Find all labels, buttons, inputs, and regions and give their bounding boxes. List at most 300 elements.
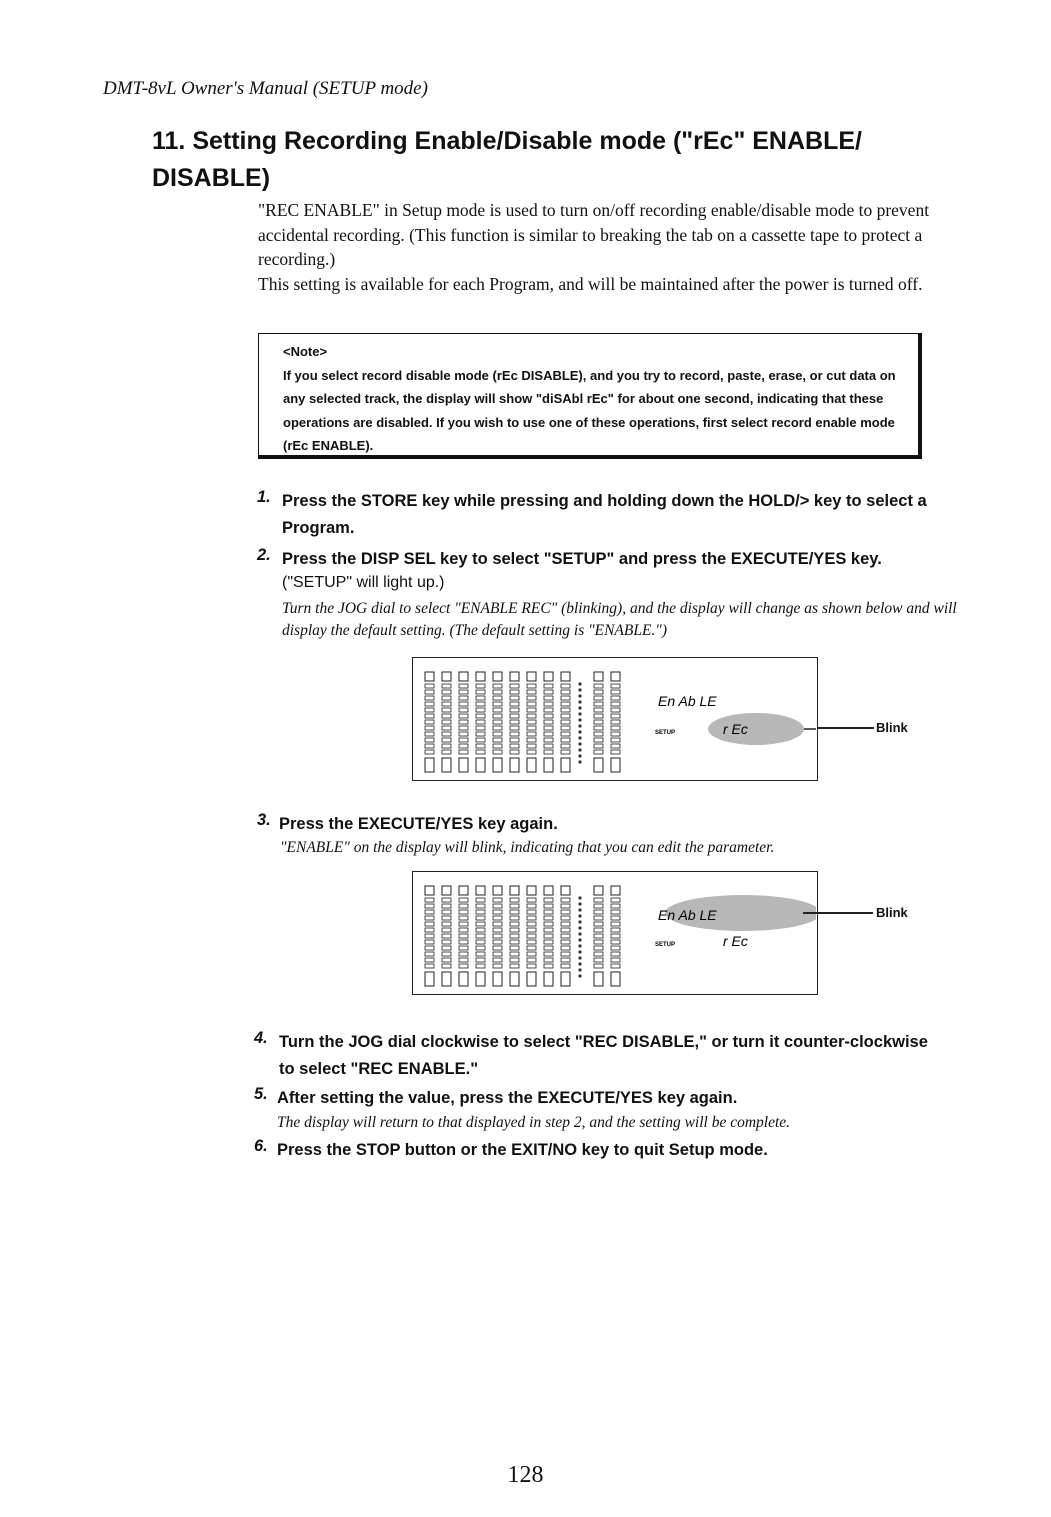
meter-segment xyxy=(493,738,502,742)
meter-cap xyxy=(594,672,603,681)
meter-segment xyxy=(527,750,536,754)
meter-segment xyxy=(527,738,536,742)
meter-segment xyxy=(493,708,502,712)
meter-segment xyxy=(459,958,468,962)
step-1 xyxy=(257,488,962,544)
meter-segment xyxy=(544,744,553,748)
meter-segment xyxy=(425,916,434,920)
meter-segment xyxy=(561,946,570,950)
meter-segment xyxy=(561,952,570,956)
meter-segment xyxy=(459,952,468,956)
meter-segment xyxy=(527,958,536,962)
meter-segment xyxy=(476,708,485,712)
lcd-line1: En Ab LE xyxy=(658,693,717,709)
meter-segment xyxy=(561,738,570,742)
meter-segment xyxy=(476,916,485,920)
step-text: Turn the JOG dial clockwise to select "REC DISABLE," or turn it counter-clockwise to select "REC ENABLE." xyxy=(279,1033,928,1078)
meter-segment xyxy=(594,964,603,968)
meter-base xyxy=(594,972,603,986)
meter-segment xyxy=(561,690,570,694)
lcd-display-2 xyxy=(412,871,818,995)
meter-segment xyxy=(544,738,553,742)
meter-segment xyxy=(594,898,603,902)
meter-segment xyxy=(561,910,570,914)
meter-segment xyxy=(442,958,451,962)
meter-segment xyxy=(611,940,620,944)
meter-segment xyxy=(611,720,620,724)
blink-leader-2 xyxy=(803,912,873,914)
meter-segment xyxy=(544,690,553,694)
meter-base xyxy=(459,972,468,986)
meter-cap xyxy=(442,672,451,681)
meter-segment xyxy=(510,738,519,742)
meter-scale-dot xyxy=(578,944,581,947)
meter-segment xyxy=(561,922,570,926)
meter-segment xyxy=(611,922,620,926)
meter-segment xyxy=(459,910,468,914)
lcd-diagram-2 xyxy=(413,872,816,993)
meter-segment xyxy=(493,744,502,748)
meter-segment xyxy=(510,940,519,944)
meter-segment xyxy=(561,916,570,920)
meter-scale-dot xyxy=(578,688,581,691)
meter-segment xyxy=(476,684,485,688)
meter-scale-dot xyxy=(578,700,581,703)
meter-segment xyxy=(442,732,451,736)
step-2 xyxy=(257,546,962,574)
meter-segment xyxy=(425,946,434,950)
meter-segment xyxy=(510,946,519,950)
meter-segment xyxy=(510,916,519,920)
meter-segment xyxy=(510,708,519,712)
meter-cap xyxy=(611,672,620,681)
meter-segment xyxy=(611,916,620,920)
meter-segment xyxy=(476,738,485,742)
meter-segment xyxy=(527,946,536,950)
meter-segment xyxy=(493,696,502,700)
meter-segment xyxy=(425,940,434,944)
step-text: Press the EXECUTE/YES key again. xyxy=(279,815,558,833)
meter-segment xyxy=(611,708,620,712)
meter-segment xyxy=(594,738,603,742)
lcd-line2: r Ec xyxy=(723,721,748,737)
meter-segment xyxy=(611,750,620,754)
meter-segment xyxy=(476,958,485,962)
meter-segment xyxy=(425,708,434,712)
meter-segment xyxy=(459,708,468,712)
meter-segment xyxy=(527,898,536,902)
meter-segment xyxy=(476,934,485,938)
meter-scale-dot xyxy=(578,956,581,959)
meter-segment xyxy=(594,726,603,730)
meter-segment xyxy=(561,726,570,730)
meter-scale-dot xyxy=(578,748,581,751)
meter-base xyxy=(442,758,451,772)
meter-segment xyxy=(561,732,570,736)
lcd-mode: SETUP xyxy=(655,730,676,736)
meter-segment xyxy=(459,904,468,908)
meter-cap xyxy=(476,672,485,681)
step-4 xyxy=(254,1029,959,1085)
meter-segment xyxy=(611,702,620,706)
meter-segment xyxy=(544,964,553,968)
meter-segment xyxy=(527,690,536,694)
meter-base xyxy=(561,758,570,772)
meter-segment xyxy=(561,720,570,724)
meter-segment xyxy=(476,928,485,932)
meter-segment xyxy=(594,708,603,712)
meter-base xyxy=(594,758,603,772)
meter-segment xyxy=(527,720,536,724)
meter-segment xyxy=(594,946,603,950)
meter-scale-dot xyxy=(578,896,581,899)
meter-scale-dot xyxy=(578,950,581,953)
meter-segment xyxy=(561,940,570,944)
step-number: 5. xyxy=(254,1085,268,1103)
meter-segment xyxy=(611,898,620,902)
meter-segment xyxy=(459,714,468,718)
meter-segment xyxy=(493,916,502,920)
meter-base xyxy=(442,972,451,986)
meter-segment xyxy=(510,964,519,968)
meter-segment xyxy=(459,720,468,724)
intro-text xyxy=(258,198,963,296)
meter-segment xyxy=(459,702,468,706)
meter-segment xyxy=(476,922,485,926)
meter-segment xyxy=(594,958,603,962)
blink-label-2: Blink xyxy=(876,905,908,920)
blink-label-1: Blink xyxy=(876,720,908,735)
meter-segment xyxy=(527,910,536,914)
meter-segment xyxy=(476,904,485,908)
meter-scale-dot xyxy=(578,914,581,917)
meter-segment xyxy=(459,738,468,742)
meter-segment xyxy=(459,964,468,968)
meter-segment xyxy=(611,690,620,694)
meter-segment xyxy=(527,922,536,926)
meter-segment xyxy=(594,904,603,908)
section-title: 11. Setting Recording Enable/Disable mode ("rEc" ENABLE/ DISABLE) xyxy=(152,127,862,192)
meter-base xyxy=(611,758,620,772)
meter-scale-dot xyxy=(578,760,581,763)
meter-scale-dot xyxy=(578,742,581,745)
step-text: Press the STORE key while pressing and holding down the HOLD/> key to select a Program. xyxy=(282,492,927,537)
meter-segment xyxy=(425,898,434,902)
meter-segment xyxy=(544,732,553,736)
meter-segment xyxy=(510,952,519,956)
step-5-detail: The display will return to that displayed in step 2, and the setting will be complete. xyxy=(277,1114,791,1131)
meter-segment xyxy=(544,898,553,902)
step-number: 4. xyxy=(254,1029,268,1047)
meter-segment xyxy=(527,744,536,748)
meter-cap xyxy=(476,886,485,895)
meter-segment xyxy=(459,732,468,736)
meter-segment xyxy=(611,910,620,914)
meter-segment xyxy=(594,916,603,920)
meter-segment xyxy=(594,684,603,688)
meter-segment xyxy=(425,964,434,968)
meter-segment xyxy=(442,714,451,718)
step-3-detail: "ENABLE" on the display will blink, indicating that you can edit the parameter. xyxy=(280,839,775,856)
meter-segment xyxy=(425,928,434,932)
meter-segment xyxy=(561,904,570,908)
meter-segment xyxy=(527,934,536,938)
meter-segment xyxy=(544,958,553,962)
meter-segment xyxy=(425,958,434,962)
meter-segment xyxy=(611,946,620,950)
meter-segment xyxy=(510,726,519,730)
note-title: <Note> xyxy=(283,344,328,359)
meter-segment xyxy=(493,934,502,938)
meter-segment xyxy=(527,714,536,718)
meter-segment xyxy=(425,702,434,706)
meter-segment xyxy=(493,684,502,688)
meter-segment xyxy=(459,916,468,920)
meter-segment xyxy=(425,750,434,754)
meter-segment xyxy=(459,726,468,730)
meter-scale-dot xyxy=(578,754,581,757)
meter-segment xyxy=(561,934,570,938)
meter-segment xyxy=(594,750,603,754)
meter-segment xyxy=(611,738,620,742)
meter-segment xyxy=(561,702,570,706)
meter-cap xyxy=(442,886,451,895)
meter-segment xyxy=(510,928,519,932)
meter-segment xyxy=(527,928,536,932)
meter-segment xyxy=(544,750,553,754)
meter-segment xyxy=(510,958,519,962)
meter-segment xyxy=(493,928,502,932)
meter-segment xyxy=(459,946,468,950)
meter-scale-dot xyxy=(578,736,581,739)
meter-segment xyxy=(527,732,536,736)
meter-scale-dot xyxy=(578,974,581,977)
meter-segment xyxy=(425,720,434,724)
meter-segment xyxy=(510,910,519,914)
meter-segment xyxy=(527,684,536,688)
meter-segment xyxy=(594,910,603,914)
step-text: Press the DISP SEL key to select "SETUP" and press the EXECUTE/YES key. xyxy=(282,550,882,568)
meter-scale-dot xyxy=(578,932,581,935)
meter-scale-dot xyxy=(578,694,581,697)
meter-segment xyxy=(442,720,451,724)
meter-segment xyxy=(611,928,620,932)
step-text: Press the STOP button or the EXIT/NO key to quit Setup mode. xyxy=(277,1141,768,1159)
meter-segment xyxy=(442,744,451,748)
meter-segment xyxy=(442,726,451,730)
meter-segment xyxy=(425,904,434,908)
meter-segment xyxy=(425,696,434,700)
step-3 xyxy=(257,811,962,839)
meter-segment xyxy=(527,726,536,730)
meter-segment xyxy=(425,732,434,736)
meter-segment xyxy=(611,952,620,956)
meter-segment xyxy=(594,714,603,718)
meter-segment xyxy=(510,744,519,748)
meter-segment xyxy=(442,952,451,956)
meter-segment xyxy=(527,696,536,700)
meter-segment xyxy=(510,684,519,688)
meter-segment xyxy=(510,922,519,926)
meter-segment xyxy=(442,708,451,712)
meter-segment xyxy=(510,696,519,700)
meter-cap xyxy=(594,886,603,895)
meter-segment xyxy=(527,904,536,908)
meter-base xyxy=(476,972,485,986)
lcd-display-1 xyxy=(412,657,818,781)
meter-segment xyxy=(611,904,620,908)
meter-scale-dot xyxy=(578,926,581,929)
meter-segment xyxy=(476,696,485,700)
meter-segment xyxy=(442,690,451,694)
meter-segment xyxy=(544,684,553,688)
meter-base xyxy=(510,758,519,772)
meter-base xyxy=(459,758,468,772)
meter-cap xyxy=(544,672,553,681)
meter-segment xyxy=(527,964,536,968)
meter-segment xyxy=(459,922,468,926)
meter-segment xyxy=(442,696,451,700)
meter-segment xyxy=(459,940,468,944)
meter-scale-dot xyxy=(578,920,581,923)
meter-segment xyxy=(561,714,570,718)
meter-segment xyxy=(493,904,502,908)
meter-segment xyxy=(594,744,603,748)
meter-segment xyxy=(510,934,519,938)
meter-segment xyxy=(425,934,434,938)
intro-paragraph-1: "REC ENABLE" in Setup mode is used to turn on/off recording enable/disable mode to prevent accidental recording. (This function is similar to breaking the tab on a cassette tape to protect a recording.) xyxy=(258,200,930,269)
meter-base xyxy=(476,758,485,772)
meter-segment xyxy=(594,940,603,944)
meter-segment xyxy=(442,750,451,754)
meter-segment xyxy=(544,952,553,956)
intro-paragraph-2: This setting is available for each Program, and will be maintained after the power is turned off. xyxy=(258,273,923,294)
meter-segment xyxy=(527,702,536,706)
meter-segment xyxy=(594,928,603,932)
meter-cap xyxy=(459,886,468,895)
meter-segment xyxy=(544,946,553,950)
meter-cap xyxy=(425,672,434,681)
meter-segment xyxy=(493,910,502,914)
meter-segment xyxy=(476,702,485,706)
meter-cap xyxy=(493,672,502,681)
meter-segment xyxy=(493,898,502,902)
meter-segment xyxy=(459,928,468,932)
meter-segment xyxy=(425,922,434,926)
meter-segment xyxy=(493,952,502,956)
meter-segment xyxy=(611,744,620,748)
meter-segment xyxy=(544,934,553,938)
meter-segment xyxy=(425,738,434,742)
meter-segment xyxy=(493,958,502,962)
step-5 xyxy=(254,1085,959,1113)
meter-segment xyxy=(544,904,553,908)
meter-segment xyxy=(459,744,468,748)
meter-segment xyxy=(510,750,519,754)
meter-scale-dot xyxy=(578,724,581,727)
meter-segment xyxy=(594,696,603,700)
meter-cap xyxy=(510,672,519,681)
meter-segment xyxy=(493,946,502,950)
meter-cap xyxy=(459,672,468,681)
meter-segment xyxy=(611,714,620,718)
meter-segment xyxy=(544,702,553,706)
meter-segment xyxy=(510,702,519,706)
meter-base xyxy=(544,758,553,772)
note-box xyxy=(258,333,922,459)
meter-base xyxy=(544,972,553,986)
meter-segment xyxy=(493,964,502,968)
meter-segment xyxy=(425,726,434,730)
step-number: 2. xyxy=(257,546,271,564)
step-6 xyxy=(254,1137,959,1165)
meter-segment xyxy=(476,940,485,944)
meter-segment xyxy=(442,940,451,944)
lcd-line1: En Ab LE xyxy=(658,907,717,923)
meter-segment xyxy=(493,690,502,694)
meter-segment xyxy=(544,696,553,700)
meter-segment xyxy=(611,934,620,938)
meter-cap xyxy=(611,886,620,895)
meter-segment xyxy=(442,904,451,908)
meter-segment xyxy=(493,750,502,754)
meter-segment xyxy=(476,750,485,754)
meter-segment xyxy=(476,964,485,968)
meter-segment xyxy=(493,702,502,706)
step-number: 1. xyxy=(257,488,271,506)
running-header: DMT-8vL Owner's Manual (SETUP mode) xyxy=(103,78,428,99)
meter-segment xyxy=(544,916,553,920)
page-number: 128 xyxy=(507,1462,544,1488)
step-number: 6. xyxy=(254,1137,268,1155)
meter-segment xyxy=(510,898,519,902)
meter-segment xyxy=(493,726,502,730)
meter-segment xyxy=(442,738,451,742)
meter-segment xyxy=(476,952,485,956)
meter-segment xyxy=(459,750,468,754)
meter-segment xyxy=(442,910,451,914)
meter-segment xyxy=(611,958,620,962)
meter-segment xyxy=(544,928,553,932)
meter-base xyxy=(611,972,620,986)
meter-scale-dot xyxy=(578,682,581,685)
meter-segment xyxy=(476,714,485,718)
meter-segment xyxy=(425,684,434,688)
meter-scale-dot xyxy=(578,908,581,911)
meter-scale-dot xyxy=(578,730,581,733)
meter-segment xyxy=(459,934,468,938)
meter-segment xyxy=(594,732,603,736)
meter-segment xyxy=(544,714,553,718)
meter-cap xyxy=(527,886,536,895)
meter-segment xyxy=(611,964,620,968)
meter-segment xyxy=(544,922,553,926)
meter-cap xyxy=(510,886,519,895)
step-text: After setting the value, press the EXECUTE/YES key again. xyxy=(277,1089,738,1107)
meter-segment xyxy=(442,922,451,926)
meter-segment xyxy=(476,898,485,902)
meter-segment xyxy=(476,720,485,724)
meter-scale-dot xyxy=(578,712,581,715)
meter-segment xyxy=(442,964,451,968)
meter-segment xyxy=(493,922,502,926)
meter-segment xyxy=(476,690,485,694)
meter-segment xyxy=(442,928,451,932)
meter-segment xyxy=(594,720,603,724)
meter-segment xyxy=(442,898,451,902)
meter-segment xyxy=(561,898,570,902)
meter-segment xyxy=(611,732,620,736)
